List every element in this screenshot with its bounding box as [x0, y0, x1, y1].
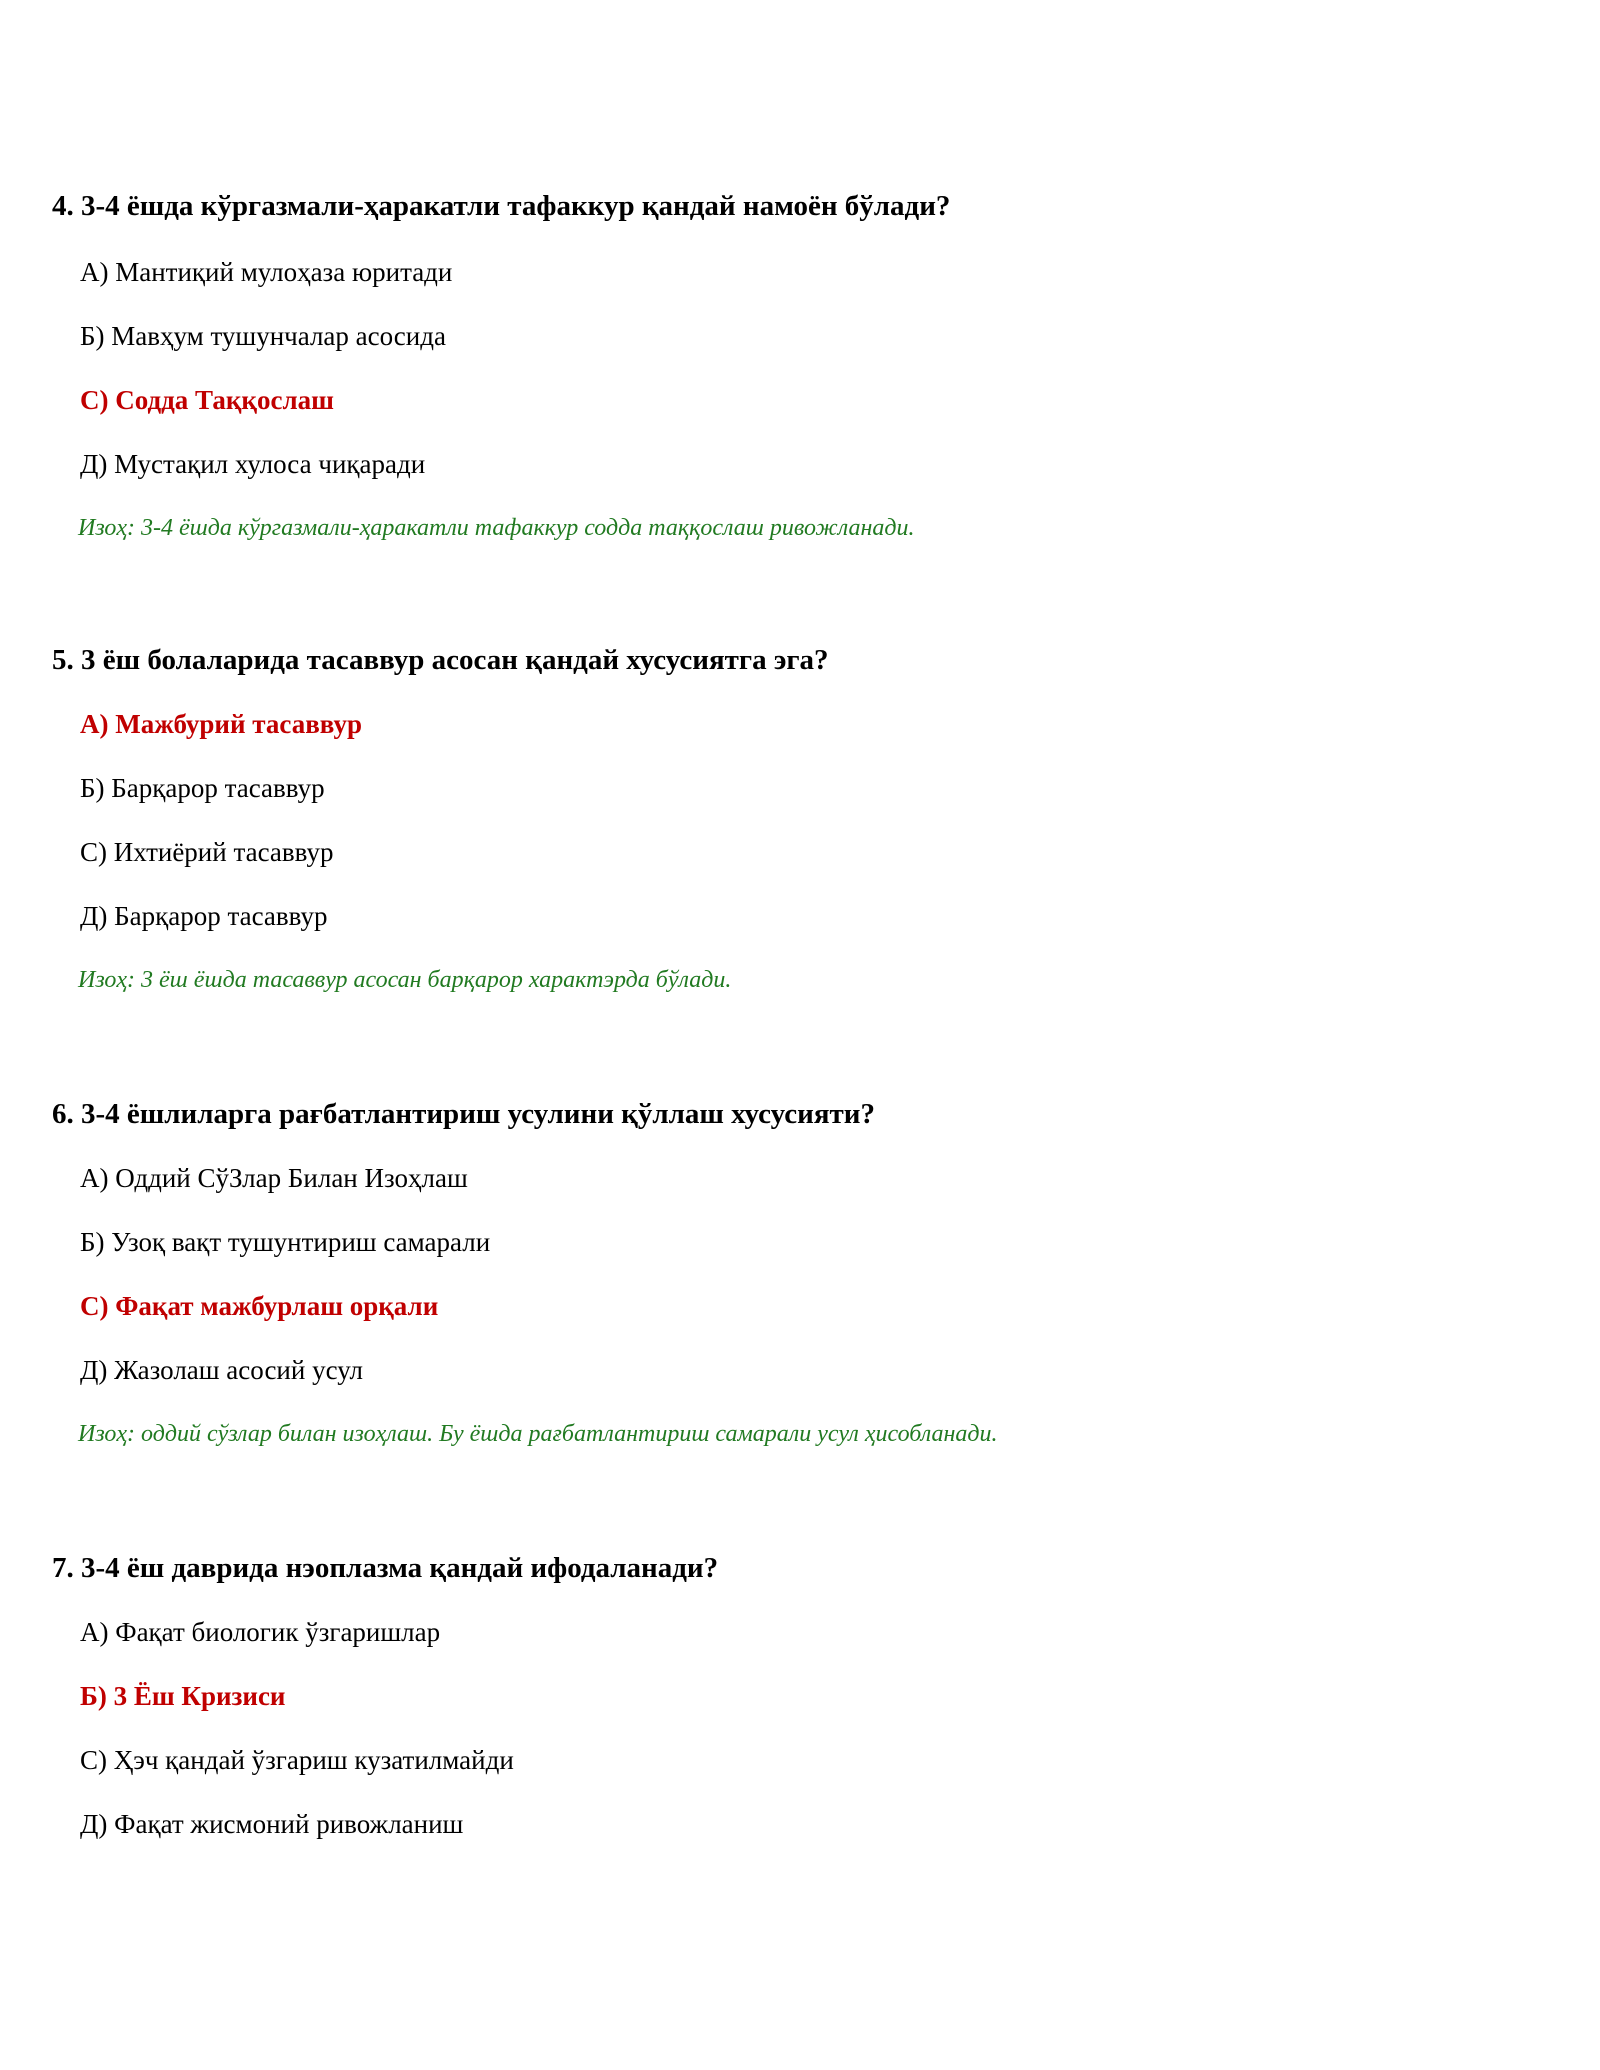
question-title: 4. 3-4 ёшда кўргазмали-ҳаракатли тафаккур қандай намоён бўлади?	[52, 190, 951, 222]
option-d: Д) Барқарор тасаввур	[80, 901, 328, 931]
option-a: А) Мантиқий мулоҳаза юритади	[80, 257, 453, 287]
option-d: Д) Мустақил хулоса чиқаради	[80, 449, 426, 479]
question-7	[52, 1548, 1552, 1839]
explanation-note: Изоҳ: 3-4 ёшда кўргазмали-ҳаракатли тафаккур содда таққослаш ривожланади.	[78, 515, 915, 541]
question-4	[52, 186, 1552, 541]
option-c-correct: С) Содда Таққослаш	[80, 385, 334, 415]
explanation-note: Изоҳ: оддий сўзлар билан изоҳлаш. Бу ёшда рағбатлантириш самарали усул ҳисобланади.	[78, 1421, 998, 1447]
option-b: Б) Барқарор тасаввур	[80, 773, 325, 803]
option-c: С) Ихтиёрий тасаввур	[80, 837, 334, 867]
option-d: Д) Фақат жисмоний ривожланиш	[80, 1809, 464, 1839]
question-title: 6. 3-4 ёшлиларга рағбатлантириш усулини қўллаш хусусияти?	[52, 1098, 875, 1130]
option-b: Б) Мавҳум тушунчалар асосида	[80, 321, 446, 351]
option-b-correct: Б) 3 Ёш Кризиси	[80, 1681, 286, 1711]
option-a-correct: А) Мажбурий тасаввур	[80, 709, 362, 739]
explanation-note: Изоҳ: 3 ёш ёшда тасаввур асосан барқарор характэрда бўлади.	[78, 967, 732, 993]
option-b: Б) Узоқ вақт тушунтириш самарали	[80, 1227, 491, 1257]
question-title: 7. 3-4 ёш даврида нэоплазма қандай ифодаланади?	[52, 1552, 719, 1584]
option-c-correct: С) Фақат мажбурлаш орқали	[80, 1291, 439, 1321]
question-5	[52, 640, 1552, 993]
question-6	[52, 1094, 1552, 1447]
option-a: А) Фақат биологик ўзгаришлар	[80, 1617, 441, 1647]
question-title: 5. 3 ёш болаларида тасаввур асосан қандай хусусиятга эга?	[52, 644, 829, 676]
option-a: А) Оддий СўЗлар Билан Изоҳлаш	[80, 1163, 468, 1193]
option-c: С) Ҳэч қандай ўзгариш кузатилмайди	[80, 1745, 514, 1775]
option-d: Д) Жазолаш асосий усул	[80, 1355, 363, 1385]
